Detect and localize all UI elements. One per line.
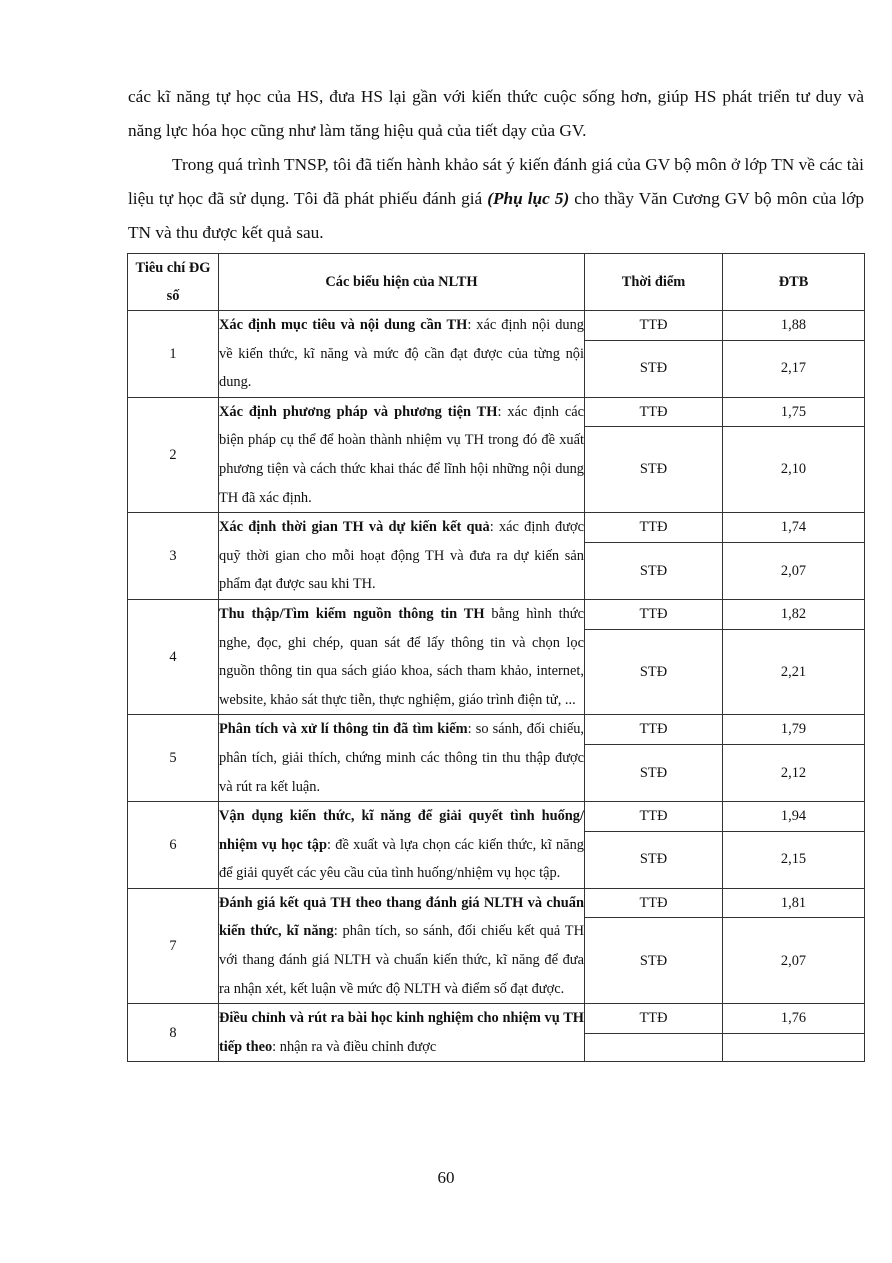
criteria-detail: : xác định các biện pháp cụ thể để hoàn thành nhiệm vụ TH trong đó đề xuất phương tiện và cách thức khai thác để lĩnh hội những nội dung TH đã xác định. [219, 403, 584, 506]
criteria-number: 2 [128, 397, 219, 512]
score-after: 2,12 [723, 744, 865, 801]
table-row [128, 1004, 865, 1034]
score-after: 2,21 [723, 629, 865, 715]
criteria-number: 6 [128, 802, 219, 889]
evaluation-table [127, 253, 865, 1062]
criteria-number: 8 [128, 1004, 219, 1062]
time-after: STĐ [585, 542, 723, 599]
criteria-description [219, 599, 585, 714]
criteria-detail: : xác định được quỹ thời gian cho mỗi hoạt động TH và đưa ra dự kiến sản phẩm đạt được sau khi TH. [219, 519, 584, 593]
score-before: 1,88 [723, 311, 865, 341]
criteria-number: 4 [128, 599, 219, 714]
criteria-description [219, 715, 585, 802]
time-before: TTĐ [585, 888, 723, 918]
time-before: TTĐ [585, 599, 723, 629]
criteria-title: Xác định thời gian TH và dự kiến kết quả [219, 519, 490, 536]
time-before: TTĐ [585, 1004, 723, 1034]
criteria-title: Xác định phương pháp và phương tiện TH [219, 403, 498, 420]
criteria-number: 5 [128, 715, 219, 802]
paragraph-2 [128, 148, 864, 250]
time-after [585, 1033, 723, 1062]
criteria-detail: : phân tích, so sánh, đối chiếu kết quả TH với thang đánh giá NLTH và chuẩn kiến thức, kĩ năng để đưa ra nhận xét, kết luận về mức độ NLTH và điểm số đạt được. [219, 923, 584, 997]
criteria-number: 1 [128, 311, 219, 398]
header-criteria: Tiêu chí ĐG số [128, 254, 219, 311]
table-row [128, 599, 865, 629]
table-row [128, 802, 865, 832]
criteria-title: Thu thập/Tìm kiếm nguồn thông tin TH [219, 605, 485, 622]
table-row [128, 888, 865, 918]
page-number: 60 [437, 1168, 455, 1187]
score-after: 2,10 [723, 427, 865, 513]
time-before: TTĐ [585, 802, 723, 832]
table-row [128, 397, 865, 427]
score-before: 1,79 [723, 715, 865, 745]
time-after: STĐ [585, 831, 723, 888]
header-time: Thời điểm [585, 254, 723, 311]
paragraph-1: các kĩ năng tự học của HS, đưa HS lại gần với kiến thức cuộc sống hơn, giúp HS phát triển tư duy và năng lực hóa học cũng như làm tăng hiệu quả của tiết dạy của GV. [128, 87, 864, 140]
criteria-detail: : đề xuất và lựa chọn các kiến thức, kĩ năng để giải quyết các yêu cầu của tình huống/nhiệm vụ học tập. [219, 836, 584, 882]
criteria-detail: bằng hình thức nghe, đọc, ghi chép, quan sát để lấy thông tin và chọn lọc nguồn thông tin qua sách giáo khoa, sách tham khảo, internet, website, khảo sát thực tiễn, thực nghiệm, giáo trình điện tử, ... [219, 605, 584, 708]
time-after: STĐ [585, 918, 723, 1004]
paragraph-2-text-b: cho thầy Văn Cương GV bộ môn của lớp TN và thu được kết quả sau. [128, 189, 864, 242]
time-before: TTĐ [585, 311, 723, 341]
score-after: 2,17 [723, 340, 865, 397]
criteria-description [219, 397, 585, 512]
score-before: 1,94 [723, 802, 865, 832]
time-after: STĐ [585, 427, 723, 513]
header-description: Các biểu hiện của NLTH [219, 254, 585, 311]
criteria-number: 7 [128, 888, 219, 1003]
score-after [723, 1033, 865, 1062]
criteria-description [219, 1004, 585, 1062]
score-after: 2,07 [723, 542, 865, 599]
paragraph-2-text-a: Trong quá trình TNSP, tôi đã tiến hành khảo sát ý kiến đánh giá của GV bộ môn ở lớp TN về các tài liệu tự học đã sử dụng. Tôi đã phát phiếu đánh giá [128, 155, 864, 208]
score-after: 2,15 [723, 831, 865, 888]
criteria-detail: : nhận ra và điều chỉnh được [272, 1038, 437, 1055]
time-after: STĐ [585, 744, 723, 801]
score-before: 1,82 [723, 599, 865, 629]
criteria-description [219, 513, 585, 600]
score-after: 2,07 [723, 918, 865, 1004]
time-before: TTĐ [585, 715, 723, 745]
criteria-title: Xác định mục tiêu và nội dung cần TH [219, 317, 468, 333]
criteria-title: Phân tích và xử lí thông tin đã tìm kiếm [219, 721, 468, 738]
header-score: ĐTB [723, 254, 865, 311]
score-before: 1,81 [723, 888, 865, 918]
criteria-title: Điều chỉnh và rút ra bài học kinh nghiệm cho nhiệm vụ TH tiếp theo [219, 1010, 584, 1055]
criteria-description [219, 802, 585, 889]
criteria-detail: : so sánh, đối chiếu, phân tích, giải thích, chứng minh các thông tin thu thập được và rút ra kết luận. [219, 721, 585, 795]
table-row [128, 513, 865, 543]
criteria-detail: : xác định nội dung về kiến thức, kĩ năng và mức độ cần đạt được của từng nội dung. [219, 317, 584, 391]
score-before: 1,75 [723, 397, 865, 427]
time-before: TTĐ [585, 397, 723, 427]
criteria-number: 3 [128, 513, 219, 600]
score-before: 1,76 [723, 1004, 865, 1034]
criteria-title: Vận dụng kiến thức, kĩ năng để giải quyết tình huống/ nhiệm vụ học tập [219, 808, 584, 853]
time-after: STĐ [585, 340, 723, 397]
criteria-description [219, 311, 585, 398]
time-before: TTĐ [585, 513, 723, 543]
criteria-description [219, 888, 585, 1003]
table-row [128, 715, 865, 745]
table-row [128, 311, 865, 341]
score-before: 1,74 [723, 513, 865, 543]
criteria-title: Đánh giá kết quả TH theo thang đánh giá NLTH và chuẩn kiến thức, kĩ năng [219, 894, 584, 940]
table-header-row [128, 254, 865, 311]
time-after: STĐ [585, 629, 723, 715]
appendix-reference: (Phụ lục 5) [487, 189, 570, 208]
